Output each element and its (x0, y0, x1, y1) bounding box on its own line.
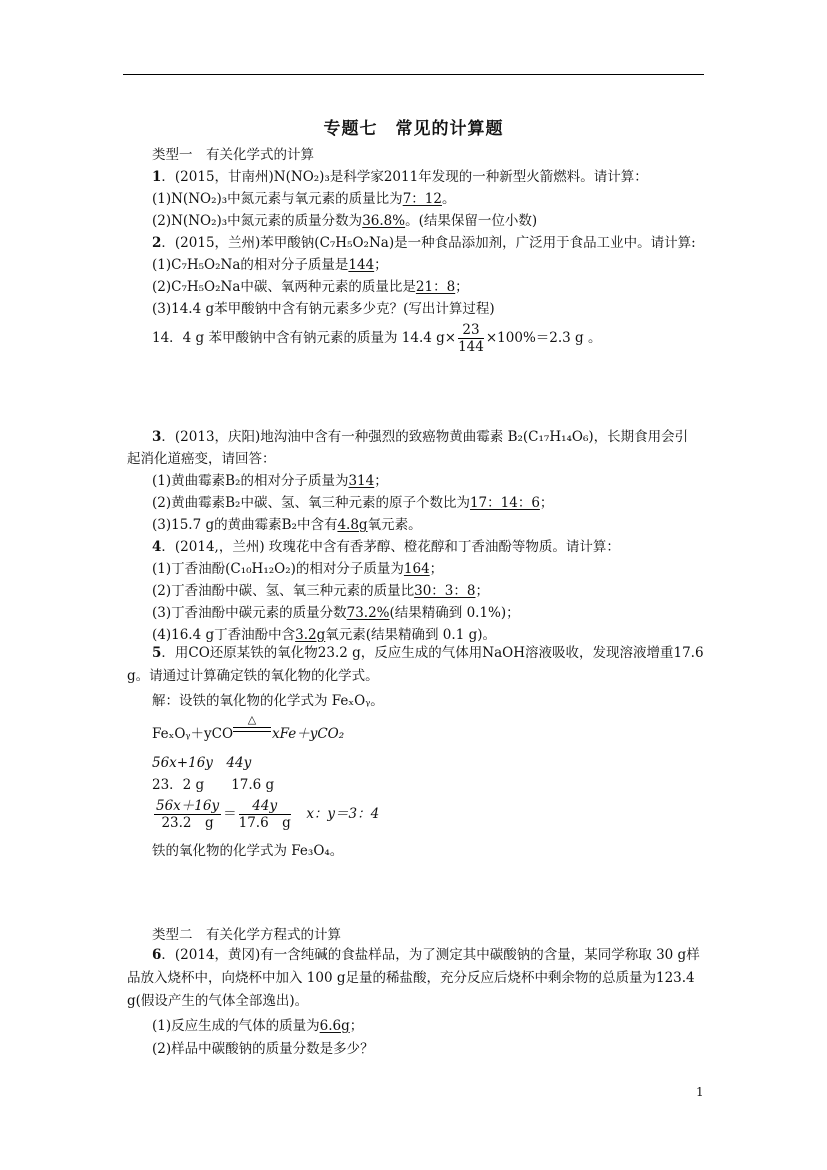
q2-solution: 14．4 g 苯甲酸钠中含有钠元素的质量为 14.4 g× $\frac{23}{144}$ ×100%＝2.3 g 。 (152, 322, 602, 355)
q5-solution-intro: 解：设铁的氧化物的化学式为 FeₓOᵧ。 (152, 693, 384, 709)
q3-stem-line1: 3．(2013，庆阳)地沟油中含有一种强烈的致癌物黄曲霉素 B₂(C₁₇H₁₄O₆)，长期食用会引 (152, 429, 689, 445)
q1-part2-answer: 36.8% (362, 213, 406, 229)
q3-part2-answer: 17：14：6 (469, 495, 540, 511)
q6-part1: (1)反应生成的气体的质量为6.6g； (152, 1018, 364, 1034)
page-title: 专题七 常见的计算题 (323, 119, 504, 139)
q6-part2: (2)样品中碳酸钠的质量分数是多少？ (152, 1041, 374, 1057)
q3-part1: (1)黄曲霉素B₂的相对分子质量为314； (152, 473, 388, 489)
q1-part1-answer: 7：12 (402, 191, 442, 207)
header-rule (123, 74, 704, 75)
q4-part1: (1)丁香油酚(C₁₀H₁₂O₂)的相对分子质量为164； (152, 561, 444, 577)
section-heading-type1: 类型一 有关化学式的计算 (152, 147, 314, 163)
q2-part2-answer: 21：8 (415, 279, 456, 295)
q4-stem: 4．(2014,，兰州) 玫瑰花中含有香茅醇、橙花醇和丁香油酚等物质。请计算： (152, 539, 620, 555)
q3-stem-line2: 起消化道癌变，请回答： (127, 451, 276, 467)
q3-part1-answer: 314 (348, 473, 375, 489)
q5-fraction-right: $\frac{44y}{17.6 g}$ (238, 798, 291, 831)
q3-part3: (3)15.7 g的黄曲霉素B₂中含有4.8g氧元素。 (152, 517, 422, 533)
q3-part3-answer: 4.8g (337, 517, 368, 533)
q5-proportion: $\frac{56x+16y}{23.2 g}$ ＝ $\frac{44y}{17.6 g}$ x：y＝3：4 (156, 798, 380, 831)
q5-stem: 5．用CO还原某铁的氧化物23.2 g，反应生成的气体用NaOH溶液吸收，发现溶液增重17.6 g。请通过计算确定铁的氧化物的化学式。 (127, 645, 704, 684)
q4-part2: (2)丁香油酚中碳、氢、氧三种元素的质量比30：3：8； (152, 583, 489, 599)
q2-part1-answer: 144 (348, 257, 375, 273)
heat-condition: △ (247, 713, 257, 726)
q2-stem: 2．(2015，兰州)苯甲酸钠(C₇H₅O₂Na)是一种食品添加剂，广泛用于食品工业中。请计算: (152, 235, 696, 251)
q4-part2-answer: 30：3：8 (414, 583, 476, 599)
q2-part1: (1)C₇H₅O₂Na的相对分子质量是144； (152, 257, 388, 273)
q4-part3: (3)丁香油酚中碳元素的质量分数73.2%(结果精确到 0.1%)； (152, 605, 520, 621)
q1-part1: (1)N(NO₂)₃中氮元素与氧元素的质量比为7：12。 (152, 191, 456, 207)
q5-mass-row1: 56x+16y 44y (152, 755, 252, 771)
page-number: 1 (696, 1085, 704, 1099)
reaction-equals-sign (233, 727, 271, 732)
q5-conclusion: 铁的氧化物的化学式为 Fe₃O₄。 (152, 843, 344, 859)
q4-part4-answer: 3.2g (295, 627, 326, 643)
q1-part2: (2)N(NO₂)₃中氮元素的质量分数为36.8%。(结果保留一位小数) (152, 213, 538, 229)
q2-part2: (2)C₇H₅O₂Na中碳、氧两种元素的质量比是21：8； (152, 279, 469, 295)
q4-part3-answer: 73.2% (346, 605, 390, 621)
q6-stem: 6．(2014，黄冈)有一含纯碱的食盐样品，为了测定其中碳酸钠的含量，某同学称取 30 g样品放入烧杯中，向烧杯中加入 100 g足量的稀盐酸，充分反应后烧杯中剩余物的总质量为123.4 g(假设产生的气体全部逸出)。 (127, 947, 700, 1009)
q1-stem: 1．(2015，甘南州)N(NO₂)₃是科学家2011年发现的一种新型火箭燃料。请计算： (152, 169, 648, 185)
section-heading-type2: 类型二 有关化学方程式的计算 (152, 927, 341, 943)
q3-part2: (2)黄曲霉素B₂中碳、氢、氧三种元素的原子个数比为17：14：6； (152, 495, 554, 511)
q6-part1-answer: 6.6g (319, 1018, 350, 1034)
q5-fraction-left: $\frac{56x+16y}{23.2 g}$ (156, 798, 220, 831)
q2-part3: (3)14.4 g苯甲酸钠中含有钠元素多少克？(写出计算过程) (152, 301, 495, 317)
q2-fraction: $\frac{23}{144}$ (458, 322, 484, 355)
q5-mass-row2: 23．2 g 17.6 g (152, 777, 275, 793)
q4-part4: (4)16.4 g丁香油酚中含3.2g氧元素(结果精确到 0.1 g)。 (152, 627, 496, 643)
q5-equation-right: xFe＋yCO₂ (272, 726, 345, 742)
q5-equation-left: FeₓOᵧ＋yCO (152, 726, 234, 742)
q4-part1-answer: 164 (403, 561, 430, 577)
